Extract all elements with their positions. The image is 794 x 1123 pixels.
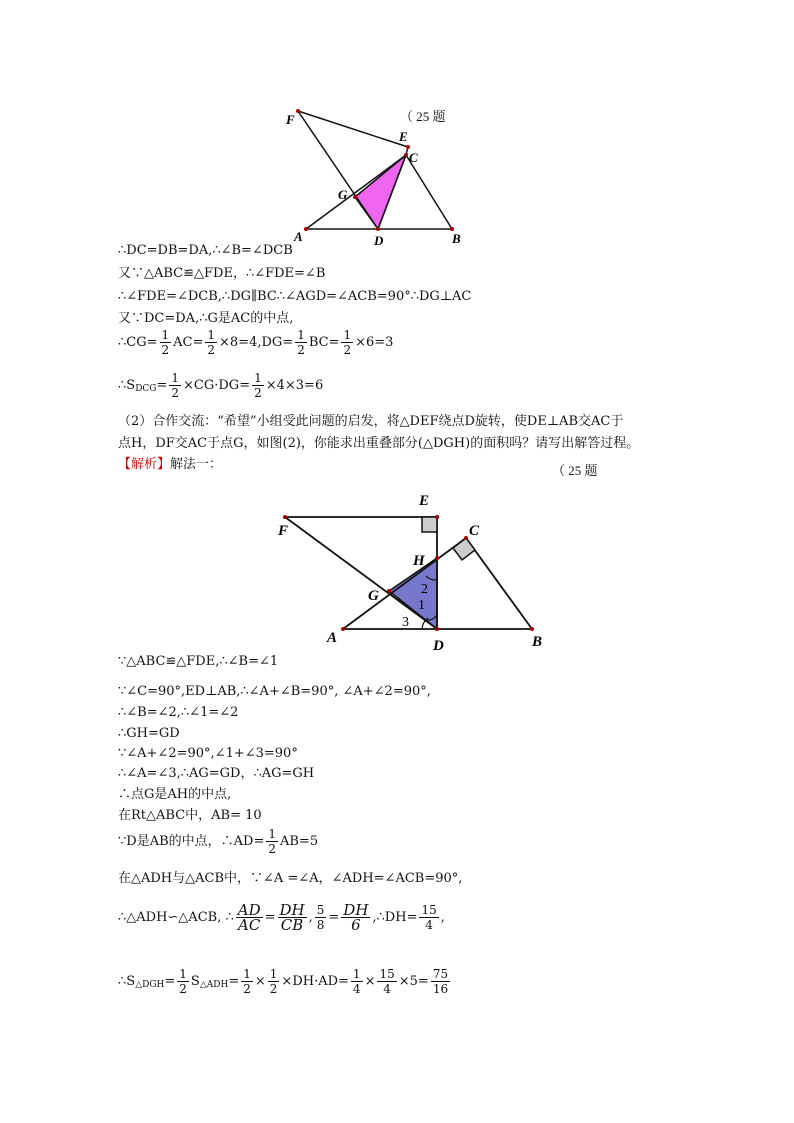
triangle-dcg-highlight [355, 155, 406, 229]
fraction-half: $\frac{1}{2}$ [269, 967, 278, 996]
fraction-dh-6: $\frac{DH}{6}$ [343, 901, 369, 934]
fraction-15-4: $\frac{15}{4}$ [379, 967, 395, 996]
fraction-half: $\frac{1}{2}$ [243, 967, 251, 996]
figure-2-caption: （ 25 题 [552, 463, 598, 478]
fraction-half: $\frac{1}{2}$ [343, 328, 352, 357]
fraction-dh-cb: $\frac{DH}{CB}$ [279, 901, 305, 934]
line-4: 又∵DC=DA,∴G是AC的中点, [118, 311, 294, 326]
fraction-half: $\frac{1}{2}$ [171, 371, 180, 400]
label-B: B [452, 231, 461, 246]
solution-line-7: ∴点G是AH的中点, [118, 787, 232, 802]
label-D: D [374, 233, 384, 248]
figure-1 [270, 95, 480, 255]
solution-line-8: 在Rt△ABC中，AB= 10 [118, 808, 262, 823]
figure-2 [270, 480, 570, 655]
fraction-1-4: $\frac{1}{4}$ [352, 967, 361, 996]
line-6-area: $\therefore S_{DCG}=$ $\frac{1}{2}$ ×CG·DG= $\frac{1}{2}$ ×4×3=6 [118, 371, 324, 400]
angle-label-2: 2 [421, 582, 428, 597]
solution-line-9: ∵D是AB的中点，∴AD= $\frac{1}{2}$ AB=5 [118, 827, 319, 856]
label-H: H [413, 553, 425, 569]
solution-line-3: ∴∠B=∠2,∴∠1=∠2 [118, 705, 239, 720]
fraction-half: $\frac{1}{2}$ [254, 371, 262, 400]
label-E: E [419, 493, 430, 509]
label-D: D [433, 638, 444, 654]
solution-line-12: $\therefore S_{\triangle DGH}=$ $\frac{1}{2}$ $S_{\triangle ADH}=$ $\frac{1}{2}$ × $\frac{1}{2}$ ×DH·AD= $\frac{1}{4}$ × $\frac{15}{4}$ ×5= $\frac{75}{16}$ [118, 967, 449, 996]
solution-line-11: ∴△ADH∽△ACB, ∴ $\frac{AD}{AC}$ = $\frac{DH}{CB}$ , $\frac{5}{8}$ = $\frac{DH}{6}$ ,∴DH= $\frac{15}{4}$ , [118, 901, 445, 934]
solution-line-1: ∵△ABC≌△FDE,∴∠B=∠1 [118, 654, 279, 669]
solution-line-10: 在△ADH与△ACB中，∵∠A =∠A，∠ADH=∠ACB=90°, [118, 871, 463, 886]
analysis-line [118, 457, 222, 473]
angle-label-3: 3 [402, 615, 409, 630]
fraction-15-4: $\frac{15}{4}$ [421, 903, 437, 932]
fraction-half: $\frac{1}{2}$ [207, 328, 216, 357]
solution-line-6: ∴∠A=∠3,∴AG=GD，∴AG=GH [118, 766, 315, 781]
label-F: F [278, 523, 289, 539]
label-G: G [338, 187, 348, 202]
label-F: F [286, 112, 295, 127]
figure-1-caption: （ 25 题 [400, 109, 446, 124]
fraction-half: $\frac{1}{2}$ [268, 827, 276, 856]
fraction-half: $\frac{1}{2}$ [161, 328, 170, 357]
label-E: E [399, 129, 408, 144]
fraction-half: $\frac{1}{2}$ [297, 328, 305, 357]
fraction-75-16: $\frac{75}{16}$ [432, 967, 449, 996]
label-B: B [532, 634, 543, 650]
angle-label-1: 1 [418, 598, 425, 613]
fraction-5-8: $\frac{5}{8}$ [316, 903, 325, 932]
label-C: C [469, 523, 480, 539]
line-1: ∴DC=DB=DA,∴∠B=∠DCB [118, 243, 293, 258]
question-2-line-1: （2）合作交流：“希望”小组受此问题的启发，将△DEF绕点D旋转，使DE⊥AB交AC于 [118, 414, 624, 429]
fraction-ad-ac: $\frac{AD}{AC}$ [237, 901, 261, 934]
label-G: G [368, 588, 379, 604]
solution-line-4: ∴GH=GD [118, 726, 180, 741]
line-5-cg-dg: ∴CG= $\frac{1}{2}$ AC= $\frac{1}{2}$ ×8=4,DG= $\frac{1}{2}$ BC= $\frac{1}{2}$ ×6=3 [118, 328, 394, 357]
label-C: C [409, 150, 418, 165]
label-A: A [327, 630, 338, 646]
fraction-half: $\frac{1}{2}$ [179, 967, 187, 996]
line-2: 又∵△ABC≌△FDE，∴∠FDE=∠B [118, 266, 326, 281]
line-3: ∴∠FDE=∠DCB,∴DG∥BC∴∠AGD=∠ACB=90°∴DG⊥AC [118, 289, 472, 304]
analysis-tag: 【解析】 [118, 457, 171, 472]
method-label: 解法一： [170, 457, 223, 472]
solution-line-5: ∵∠A+∠2=90°,∠1+∠3=90° [118, 746, 298, 761]
question-2-line-2: 点H，DF交AC于点G，如图(2)，你能求出重叠部分(△DGH)的面积吗？请写出解答过程。 [118, 436, 640, 451]
label-A: A [294, 229, 303, 244]
solution-line-2: ∵∠C=90°,ED⊥AB,∴∠A+∠B=90°, ∠A+∠2=90°, [118, 684, 431, 699]
